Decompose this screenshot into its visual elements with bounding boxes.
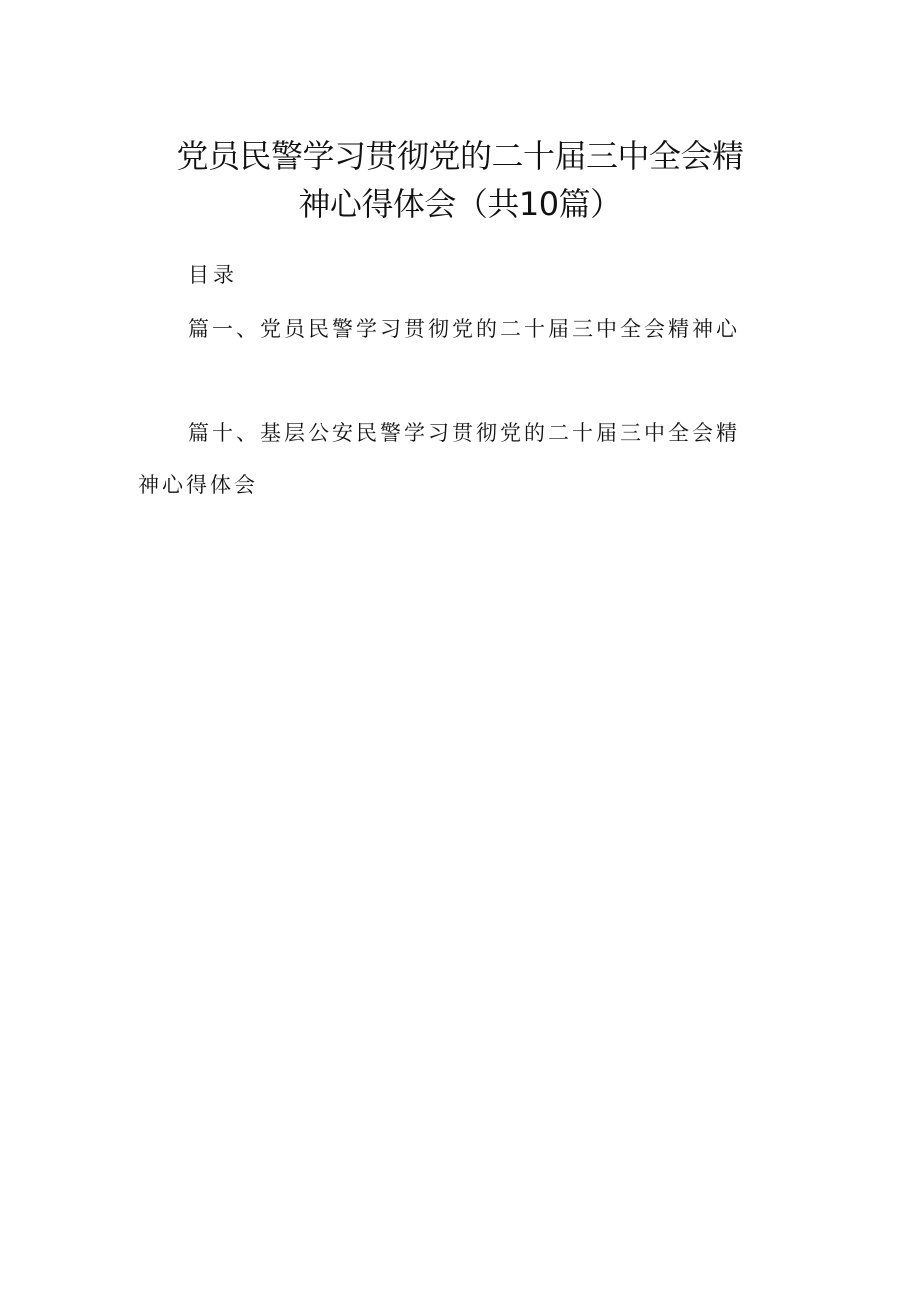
document-title-line-1: 党员民警学习贯彻党的二十届三中全会精 bbox=[176, 137, 744, 175]
document-title-line-2: 神心得体会（共10篇） bbox=[298, 185, 622, 223]
toc-entry-10-line-1: 篇十、基层公安民警学习贯彻党的二十届三中全会精 bbox=[188, 421, 740, 445]
toc-heading: 目录 bbox=[188, 263, 238, 287]
toc-entry-1: 篇一、党员民警学习贯彻党的二十届三中全会精神心 bbox=[188, 317, 740, 341]
toc-entry-10-line-2: 神心得体会 bbox=[138, 473, 258, 497]
document-title bbox=[120, 132, 800, 228]
